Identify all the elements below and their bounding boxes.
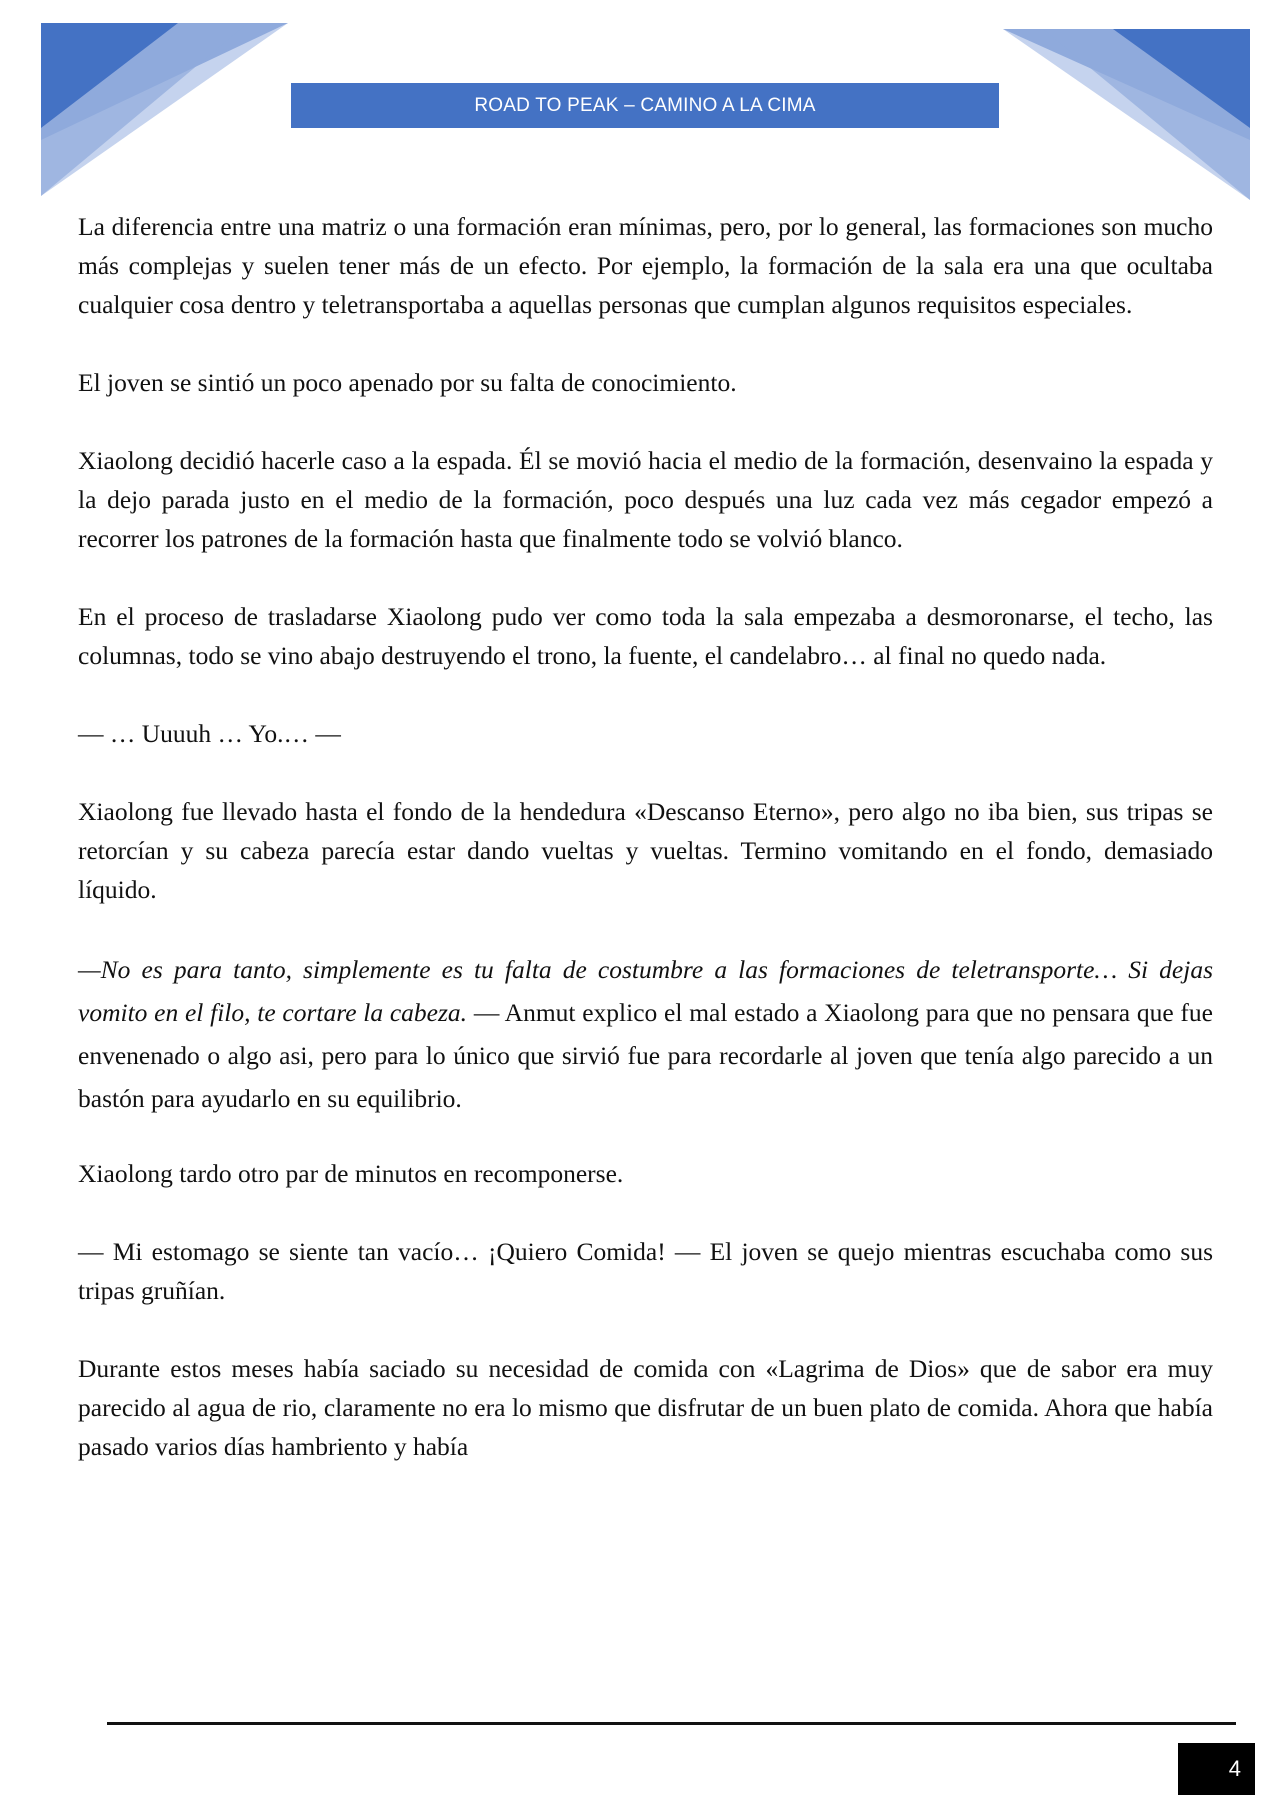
header-decoration-left (0, 0, 300, 210)
paragraph: En el proceso de trasladarse Xiaolong pudo ver como toda la sala empezaba a desmoronarse, el techo, las columnas, todo se vino abajo destruyendo el trono, la fuente, el candelabro… al final no quedo nada. (78, 602, 1213, 670)
paragraph: Xiaolong decidió hacerle caso a la espada. Él se movió hacia el medio de la formación, desenvaino la espada y la dejo parada justo en el medio de la formación, poco después una luz cada vez más cegador empezó a recorrer los patrones de la formación hasta que finalmente todo se volvió blanco. (78, 446, 1213, 553)
italic-dialogue: —No es para tanto, simplemente es tu falta de costumbre a las formaciones de teletransporte… Si dejas vomito en el filo, te cortare la cabeza. (78, 955, 1213, 1027)
paragraph: Xiaolong fue llevado hasta el fondo de la hendedura «Descanso Eterno», pero algo no iba bien, sus tripas se retorcían y su cabeza parecía estar dando vueltas y vueltas. Termino vomitando en el fondo, demasiado líquido. (78, 797, 1213, 904)
header-decoration-right (990, 0, 1280, 210)
paragraph: El joven se sintió un poco apenado por su falta de conocimiento. (78, 368, 737, 397)
page-number-box (1178, 1743, 1255, 1795)
header-title-banner (291, 83, 999, 128)
page-number: 4 (1228, 1756, 1241, 1781)
dialogue-paragraph (78, 948, 1213, 1120)
narration: — Anmut explico el mal estado a Xiaolong para que no pensara que fue envenenado o algo asi, pero para lo único que sirvió fue para recordarle al joven que tenía algo parecido a un bastón para ayudarlo en su equilibrio. (78, 998, 1213, 1113)
paragraph: Durante estos meses había saciado su necesidad de comida con «Lagrima de Dios» que de sabor era muy parecido al agua de rio, claramente no era lo mismo que disfrutar de un buen plato de comida. Ahora que había pasado varios días hambriento y había (78, 1354, 1213, 1461)
footer-rule (107, 1722, 1236, 1725)
paragraph: La diferencia entre una matriz o una formación eran mínimas, pero, por lo general, las formaciones son mucho más complejas y suelen tener más de un efecto. Por ejemplo, la formación de la sala era una que ocultaba cualquier cosa dentro y teletransportaba a aquellas personas que cumplan algunos requisitos especiales. (78, 212, 1213, 319)
header-title: ROAD TO PEAK – CAMINO A LA CIMA (474, 94, 816, 116)
paragraph: — … Uuuuh … Yo.… — (78, 719, 341, 748)
document-body (78, 207, 1213, 1505)
paragraph: — Mi estomago se siente tan vacío… ¡Quiero Comida! — El joven se quejo mientras escuchaba como sus tripas gruñían. (78, 1237, 1213, 1305)
paragraph: Xiaolong tardo otro par de minutos en recomponerse. (78, 1159, 624, 1188)
